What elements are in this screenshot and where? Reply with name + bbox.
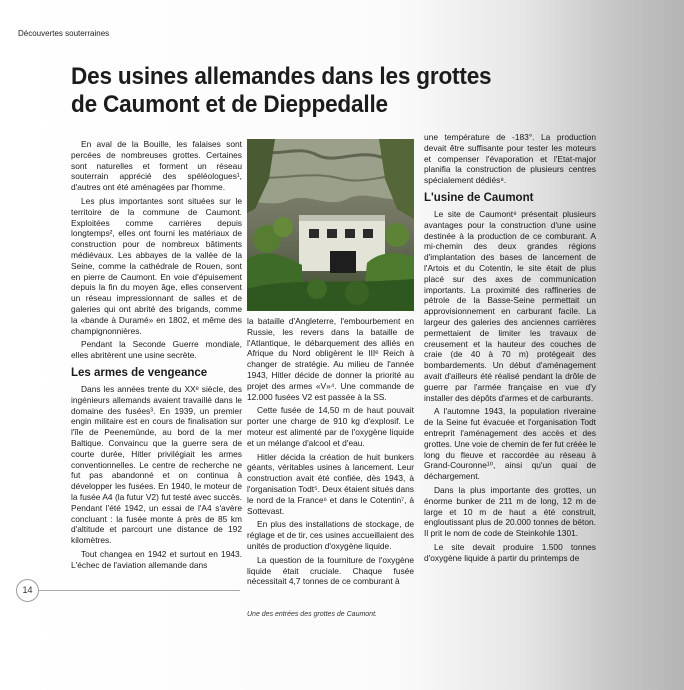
paragraph: Le site de Caumont⁹ présentait plusieurs avantages pour la construction d'une usine destinée à la production de ce comburant. A mi-chemin des deux grandes régions d'implantation des bases de lancement de l'Artois et du Cotentin, le site était de plus placé sur des axes de communication importants. La proximité des raffineries de pétrole de la Basse-Seine permettait un approvisionnement en carburant facile. La largeur des galeries des anciennes carrières permettaient de limiter les travaux de creusement et la hauteur des couches de craie (de 40 à 70 m) protégeait des bombardements. Un début d'aménagement avait d'ailleurs été réalisé pendant la drôle de guerre par l'armée française en vue d'y installer des dépôts d'armes et de carburants. [424,208,596,403]
subheading-armes-de-vengeance: Les armes de vengeance [71,366,208,379]
subheading-usine-de-caumont: L'usine de Caumont [424,191,534,204]
paragraph: Pendant la Seconde Guerre mondiale, elles abritèrent une usine secrète. [71,339,242,361]
article-title [71,63,491,119]
title-line-2: de Caumont et de Dieppedalle [71,91,388,118]
page-number: 14 [16,579,39,602]
paragraph: La question de la fourniture de l'oxygène liquide était cruciale. Chaque fusée nécessitait 4,7 tonnes de ce comburant à [247,554,414,587]
paragraph: Cette fusée de 14,50 m de haut pouvait porter une charge de 910 kg d'explosif. Le moteur est alimenté par de l'oxygène liquide et un mélange d'alcool et d'eau. [247,405,414,448]
paragraph: une température de -183°. La production devait être suffisante pour tester les moteurs et compenser l'évaporation et l'Etat-major planifia la construction de plusieurs centres spécialement dédiés⁸. [424,132,596,186]
title-line-1: Des usines allemandes dans les grottes [71,63,492,90]
paragraph: Dans les années trente du XXᵉ siècle, des ingénieurs allemands avaient travaillé dans le domaine des fusées³. En 1939, un premier engin militaire est en cours de finalisation sur l'île de Peenemünde, au bord de la mer Baltique. Convaincu que la guerre sera de courte durée, Hitler privilégiait les armes conventionnelles. Le centre de recherche ne fut pas abandonné et on continua à développer les fusées. En 1940, le moteur de la fusée A4 (la futur V2) fut testé avec succès. Pendant l'été 1942, un essai de l'A4 s'avère concluant : la fusée monte à près de 85 km d'altitude et parcourt une distance de 192 kilomètres. [71,383,242,546]
paragraph: Dans la plus importante des grottes, un énorme bunker de 211 m de long, 12 m de large et 10 m de haut a été construit, engloutissant plus de 20.000 tonnes de béton. Il prit le nom de code de Steinkohle 1301. [424,484,596,539]
paragraph: En aval de la Bouille, les falaises sont percées de nombreuses grottes. Certaines sont naturelles et forment un réseau souterrain apprécié des spéléologues¹, d'autres ont été aménagées par l'homme. [71,139,242,193]
paragraph: Le site devait produire 1.500 tonnes d'oxygène liquide à partir du printemps de [424,541,596,563]
cave-entrance-photo [247,139,414,311]
paragraph: Tout changea en 1942 et surtout en 1943. L'échec de l'aviation allemande dans [71,548,242,570]
paragraph: Les plus importantes sont situées sur le territoire de la commune de Caumont. Exploitées comme carrières depuis longtemps², elles ont fourni les matériaux de construction pour de nombreux bâtiments médiévaux. Les abbayes de la vallée de la Seine, comme la cathédrale de Rouen, sont en pierre de Caumont. En voie d'épuisement depuis la fin du moyen âge, elles conservent un réseau impressionnant de salles et de galeries qui ont abrité des brigands, comme la «bande à Duramé» en 1802, et même des champignonnières. [71,195,242,336]
section-header: Découvertes souterraines [18,29,110,38]
footer-rule [39,590,240,591]
text-column-1 [71,139,242,573]
text-column-2 [247,316,414,590]
paragraph: A l'automne 1943, la population riveraine de la Seine fut évacuée et l'organisation Todt entreprit l'aménagement des accès et des grottes. Une voie de chemin de fer fut créée le long du fleuve et raccordée au réseau à Grand-Couronne¹⁰, ainsi qu'un quai de déchargement. [424,406,596,482]
paragraph: Hitler décida la création de huit bunkers géants, véritables usines à lancement. Leur construction avait été confiée, dès 1943, à l'organisation Todt⁵. Deux étaient situés dans le nord de la France⁶ et dans le Cotentin⁷, à Sottevast. [247,451,414,516]
paragraph: la bataille d'Angleterre, l'embourbement en Russie, les revers dans la bataille de l'Atlantique, le débarquement des alliés en Afrique du Nord obligèrent le IIIᵉ Reich à changer de stratégie. Au milieu de l'année 1943, Hitler décide de donner la priorité au projet des armes «V»⁴. Une commande de 12.000 fusées V2 est passée à la SS. [247,316,414,402]
text-column-3 [424,132,596,566]
photo-caption: Une des entrées des grottes de Caumont. [247,611,377,618]
cave-entrance-illustration [247,139,414,311]
paragraph: En plus des installations de stockage, de réglage et de tir, ces usines accueillaient des unités de production d'oxygène liquide. [247,519,414,551]
